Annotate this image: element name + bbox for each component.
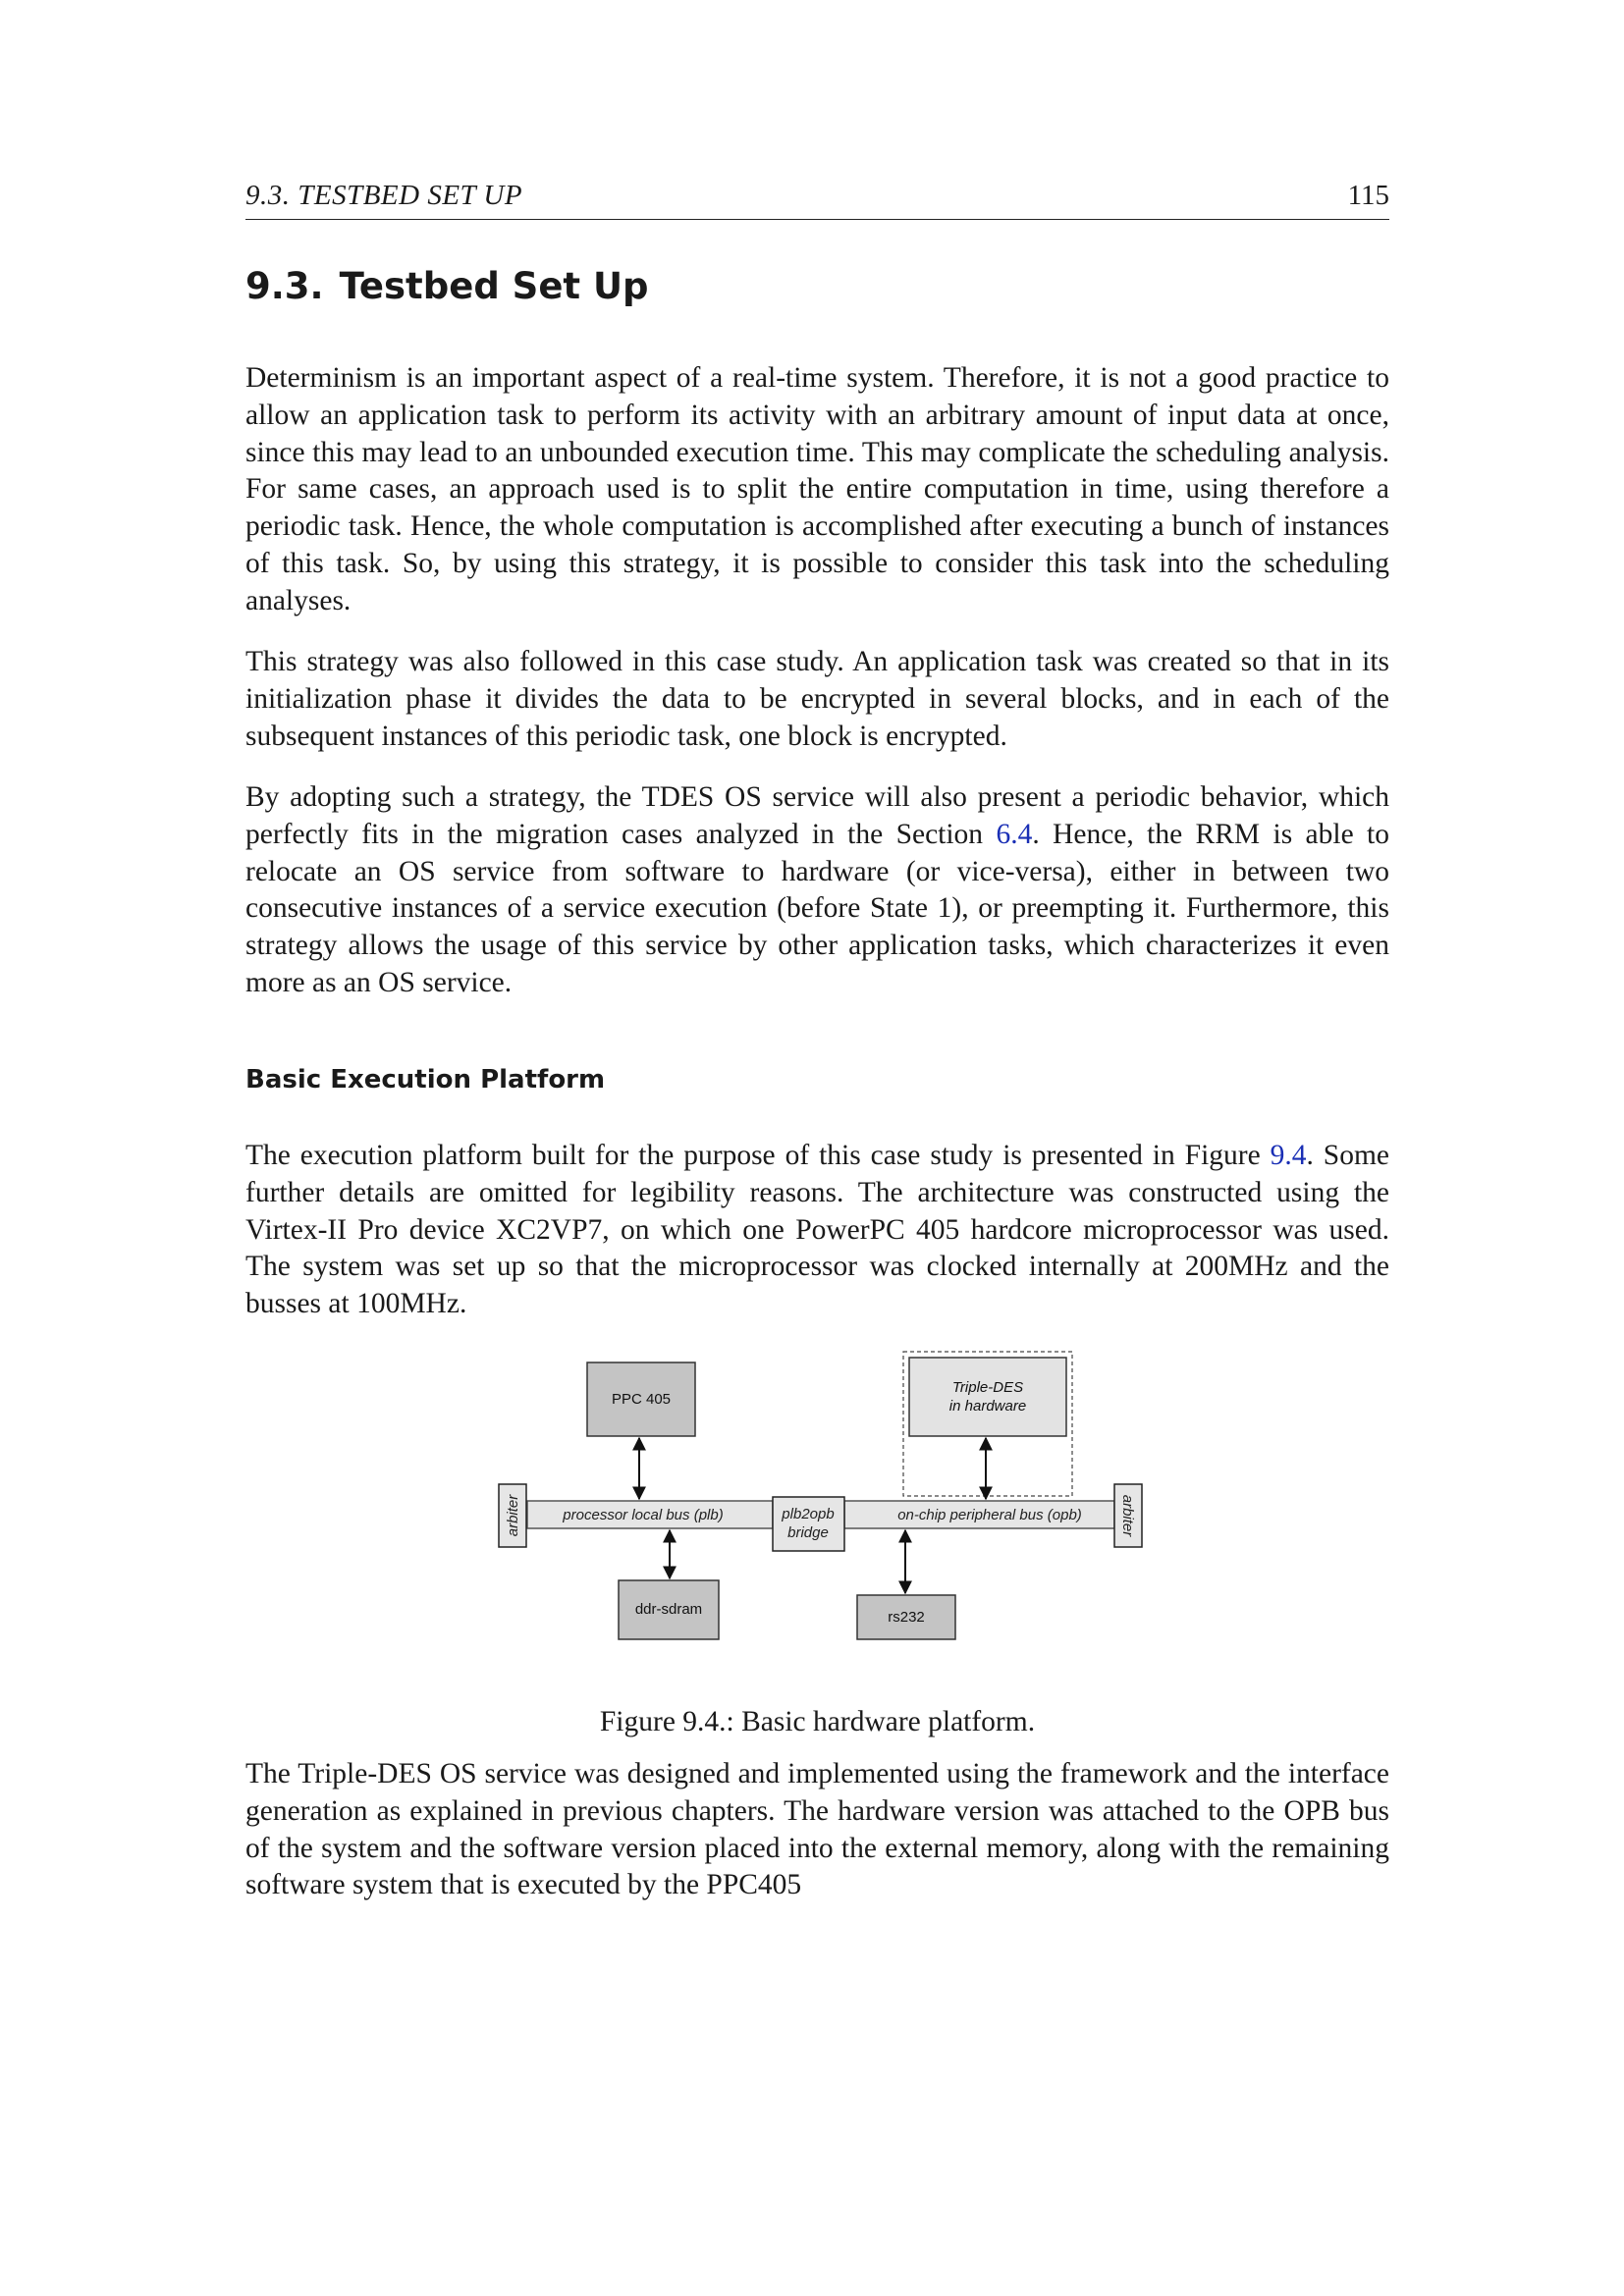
- paragraph-determinism: Determinism is an important aspect of a real-time system. Therefore, it is not a good practice to allow an application task to perform its activity with an arbitrary amount of input data at once, since this may lead to an unbounded execution time. This may complicate the scheduling analysis. For same cases, an approach used is to split the entire computation in time, using therefore a periodic task. Hence, the whole computation is accomplished after executing a bunch of instances of this task. So, by using this strategy, it is possible to consider this task into the scheduling analyses.: [245, 362, 1389, 616]
- tdes-hardware-block: [909, 1358, 1066, 1436]
- figure-caption: Figure 9.4.: Basic hardware platform.: [599, 1705, 1036, 1737]
- section-heading: [245, 265, 649, 307]
- rs232-label: rs232: [888, 1609, 925, 1626]
- paragraph-platform: [245, 1138, 1389, 1323]
- paragraph-text: The execution platform built for the purpose of this case study is presented in Figure: [245, 1140, 1271, 1171]
- subsection-heading: Basic Execution Platform: [245, 1065, 606, 1095]
- ddr-sdram-label: ddr-sdram: [634, 1601, 703, 1618]
- bridge-label-line2: bridge: [787, 1524, 829, 1541]
- tdes-label-line2: in hardware: [948, 1398, 1027, 1415]
- paragraph-text: . Hence, the RRM is able to relocate an OS service from software to hardware (or vice-versa), either in between two consecutive instances of a service execution (before State 1), or preempting it. Furthermore, this strategy allows the usage of this service by other application tasks, which characterizes it even more as an OS service.: [245, 818, 1389, 998]
- paragraph-strategy: This strategy was also followed in this case study. An application task was created so that in its initialization phase it divides the data to be encrypted in several blocks, and in each of the subsequent instances of this periodic task, one block is encrypted.: [245, 646, 1389, 752]
- running-header: [245, 180, 1389, 220]
- header-page-number: 115: [1347, 180, 1389, 211]
- figure-link[interactable]: 9.4: [1270, 1140, 1307, 1171]
- paragraph-tdes-periodic: [245, 779, 1389, 1002]
- paragraph-text: . Some further details are omitted for legibility reasons. The architecture was constructed using the Virtex-II Pro device XC2VP7, on which one PowerPC 405 hardcore microprocessor was used. The system was set up so that the microprocessor was clocked internally at 200MHz and the busses at 100MHz.: [245, 1140, 1390, 1320]
- arbiter-right-label: arbiter: [1119, 1494, 1136, 1537]
- section-number: 9.3.: [245, 265, 324, 307]
- section-link[interactable]: 6.4: [996, 818, 1033, 850]
- header-section-title: 9.3. TESTBED SET UP: [245, 180, 523, 211]
- hardware-platform-diagram: [245, 1345, 1389, 1659]
- paragraph-triple-des: The Triple-DES OS service was designed and implemented using the framework and the interface generation as explained in previous chapters. The hardware version was attached to the OPB bus of the system and the software version placed into the external memory, along with the remaining software system that is executed by the PPC405: [245, 1758, 1389, 1901]
- opb-bus-label: on-chip peripheral bus (opb): [897, 1507, 1082, 1523]
- arbiter-left-label: arbiter: [505, 1494, 521, 1537]
- tdes-label-line1: Triple-DES: [951, 1379, 1024, 1396]
- paragraph-text: By adopting such a strategy, the TDES OS service will also present a periodic behavior, which perfectly fits in the migration cases analyzed in the Section: [245, 781, 1389, 850]
- section-title: Testbed Set Up: [339, 265, 649, 307]
- plb-bus-label: processor local bus (plb): [563, 1507, 724, 1523]
- ppc405-label: PPC 405: [611, 1391, 672, 1408]
- bridge-label-line1: plb2opb: [782, 1506, 835, 1522]
